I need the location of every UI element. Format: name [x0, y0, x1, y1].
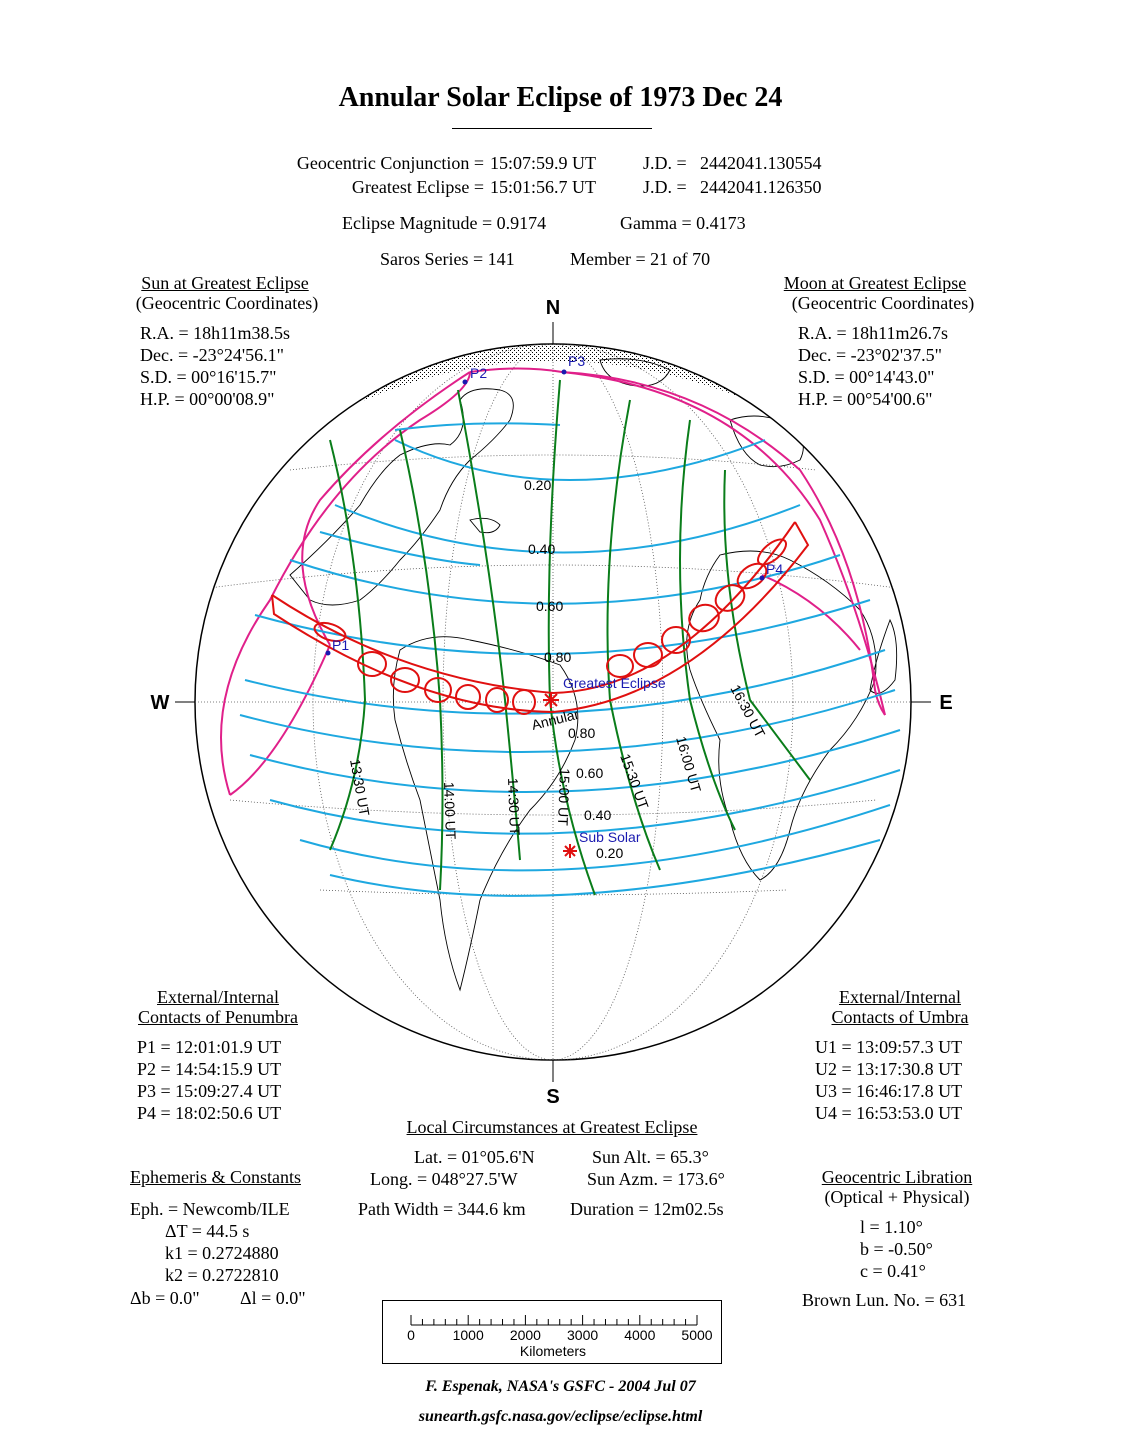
magnitude-label: 0.60 — [536, 598, 564, 614]
scale-tick-label: 4000 — [624, 1327, 656, 1343]
ephemeris-delta-l: Δl = 0.0" — [240, 1288, 306, 1308]
scale-tick-label: 5000 — [681, 1327, 713, 1343]
time-label: 14:00 UT — [441, 781, 460, 840]
penumbra-p2: P2 = 14:54:15.9 UT — [137, 1059, 282, 1079]
umbra-contacts — [815, 1036, 962, 1124]
scale-tick-label: 0 — [407, 1327, 415, 1343]
ephemeris-title: Ephemeris & Constants — [130, 1167, 301, 1187]
scale-tick-label: 1000 — [452, 1327, 484, 1343]
compass-south: S — [546, 1086, 560, 1108]
umbra-ellipse — [634, 643, 662, 667]
umbra-ellipse — [456, 685, 480, 709]
annular-label: Annular — [529, 705, 581, 733]
moon-sd: S.D. = 00°14'43.0" — [798, 367, 935, 387]
greatest-eclipse-marker — [543, 692, 559, 708]
magnitude-label: 0.20 — [524, 477, 552, 493]
local-duration: Duration = 12m02.5s — [570, 1199, 724, 1219]
contact-label-p4: P4 — [766, 561, 784, 577]
moon-hp: H.P. = 00°54'00.6" — [798, 389, 933, 409]
contact-label-p2: P2 — [470, 365, 488, 381]
brown-lunation: Brown Lun. No. = 631 — [802, 1290, 967, 1310]
libration-l: l = 1.10° — [860, 1217, 923, 1237]
penumbra-p3: P3 = 15:09:27.4 UT — [137, 1081, 282, 1101]
umbra-u2: U2 = 13:17:30.8 UT — [815, 1059, 963, 1079]
eclipse-magnitude: Eclipse Magnitude = 0.9174 — [342, 213, 547, 233]
magnitude-label: 0.80 — [568, 725, 596, 741]
magnitude-label: 0.40 — [584, 807, 612, 823]
time-label: 15:00 UT — [554, 767, 573, 827]
conjunction-jd: 2442041.130554 — [700, 153, 822, 173]
greatest-eclipse-label: Greatest Eclipse — [563, 675, 666, 691]
distance-scale — [382, 1300, 722, 1364]
local-path-width: Path Width = 344.6 km — [358, 1199, 526, 1219]
scale-tick-label: 3000 — [567, 1327, 599, 1343]
conjunction-time: 15:07:59.9 UT — [490, 153, 596, 173]
local-title: Local Circumstances at Greatest Eclipse — [406, 1117, 698, 1137]
sun-sd: S.D. = 00°16'15.7" — [140, 367, 277, 387]
umbra-ellipse — [607, 655, 633, 677]
sun-title: Sun at Greatest Eclipse — [141, 273, 309, 293]
ephemeris-delta-b: Δb = 0.0" — [130, 1288, 200, 1308]
greatest-eclipse-label: Greatest Eclipse = — [351, 177, 484, 197]
local-long: Long. = 048°27.5'W — [370, 1169, 518, 1189]
sun-subtitle: (Geocentric Coordinates) — [135, 293, 319, 313]
magnitude-curve — [395, 423, 560, 430]
compass-west: W — [150, 692, 170, 714]
penumbra-p4: P4 = 18:02:50.6 UT — [137, 1103, 282, 1123]
scale-units: Kilometers — [519, 1343, 587, 1359]
local-sun-alt: Sun Alt. = 65.3° — [592, 1147, 709, 1167]
umbra-title-1: External/Internal — [839, 987, 961, 1007]
conjunction-jd-label: J.D. = — [643, 153, 687, 173]
credit: F. Espenak, NASA's GSFC - 2004 Jul 07 — [425, 1378, 696, 1395]
local-sun-azm: Sun Azm. = 173.6° — [587, 1169, 725, 1189]
time-curve — [400, 430, 443, 890]
penumbra-title-2: Contacts of Penumbra — [138, 1007, 298, 1027]
ephemeris-eph: Eph. = Newcomb/ILE — [130, 1199, 290, 1219]
time-label: 16:00 UT — [673, 734, 705, 795]
umbra-title-2: Contacts of Umbra — [831, 1007, 969, 1027]
saros-member: Member = 21 of 70 — [570, 249, 711, 269]
libration-title: Geocentric Libration — [821, 1167, 973, 1187]
contact-label-p3: P3 — [568, 353, 586, 369]
page-title: Annular Solar Eclipse of 1973 Dec 24 — [338, 82, 783, 113]
greatest-eclipse-time: 15:01:56.7 UT — [490, 177, 596, 197]
moon-subtitle: (Geocentric Coordinates) — [791, 293, 975, 313]
libration-subtitle: (Optical + Physical) — [824, 1187, 970, 1207]
greatest-eclipse-jd: 2442041.126350 — [700, 177, 822, 197]
sun-ra: R.A. = 18h11m38.5s — [140, 323, 290, 343]
moon-title: Moon at Greatest Eclipse — [783, 273, 967, 293]
ephemeris-k1: k1 = 0.2724880 — [165, 1243, 279, 1263]
contact-label-p1: P1 — [332, 637, 350, 653]
sun-dec: Dec. = -23°24'56.1" — [140, 345, 284, 365]
moon-dec: Dec. = -23°02'37.5" — [798, 345, 942, 365]
umbra-u4: U4 = 16:53:53.0 UT — [815, 1103, 963, 1123]
libration-c: c = 0.41° — [860, 1261, 926, 1281]
penumbra-title-1: External/Internal — [157, 987, 279, 1007]
ephemeris-delta-t: ΔT = 44.5 s — [165, 1221, 250, 1241]
night-shading — [360, 340, 920, 560]
gamma: Gamma = 0.4173 — [620, 213, 746, 233]
local-lat: Lat. = 01°05.6'N — [414, 1147, 535, 1167]
umbra-u3: U3 = 16:46:17.8 UT — [815, 1081, 963, 1101]
sun-hp: H.P. = 00°00'08.9" — [140, 389, 275, 409]
umbra-ellipse — [391, 668, 419, 692]
magnitude-label: 0.80 — [544, 649, 572, 665]
saros-series: Saros Series = 141 — [380, 249, 515, 269]
libration-b: b = -0.50° — [860, 1239, 933, 1259]
sub-solar-label: Sub Solar — [579, 829, 641, 845]
magnitude-label: 0.40 — [528, 541, 556, 557]
conjunction-label: Geocentric Conjunction = — [296, 153, 484, 173]
sub-solar-marker — [563, 844, 577, 858]
moon-ra: R.A. = 18h11m26.7s — [798, 323, 948, 343]
umbra-u1: U1 = 13:09:57.3 UT — [815, 1037, 963, 1057]
penumbra-p1: P1 = 12:01:01.9 UT — [137, 1037, 282, 1057]
greatest-eclipse-jd-label: J.D. = — [643, 177, 687, 197]
penumbra-contacts — [137, 1036, 281, 1124]
magnitude-curve — [335, 505, 800, 553]
time-label: 14:30 UT — [505, 777, 524, 836]
scale-tick-label: 2000 — [509, 1327, 541, 1343]
magnitude-label: 0.60 — [576, 765, 604, 781]
time-label: 15:30 UT — [617, 751, 652, 812]
time-label: 13:30 UT — [347, 757, 373, 818]
source-url: sunearth.gsfc.nasa.gov/eclipse/eclipse.html — [418, 1408, 703, 1425]
compass-east: E — [939, 692, 953, 714]
ephemeris-k2: k2 = 0.2722810 — [165, 1265, 279, 1285]
time-label: 16:30 UT — [727, 681, 769, 741]
compass-north: N — [545, 297, 561, 319]
magnitude-label: 0.20 — [596, 845, 624, 861]
